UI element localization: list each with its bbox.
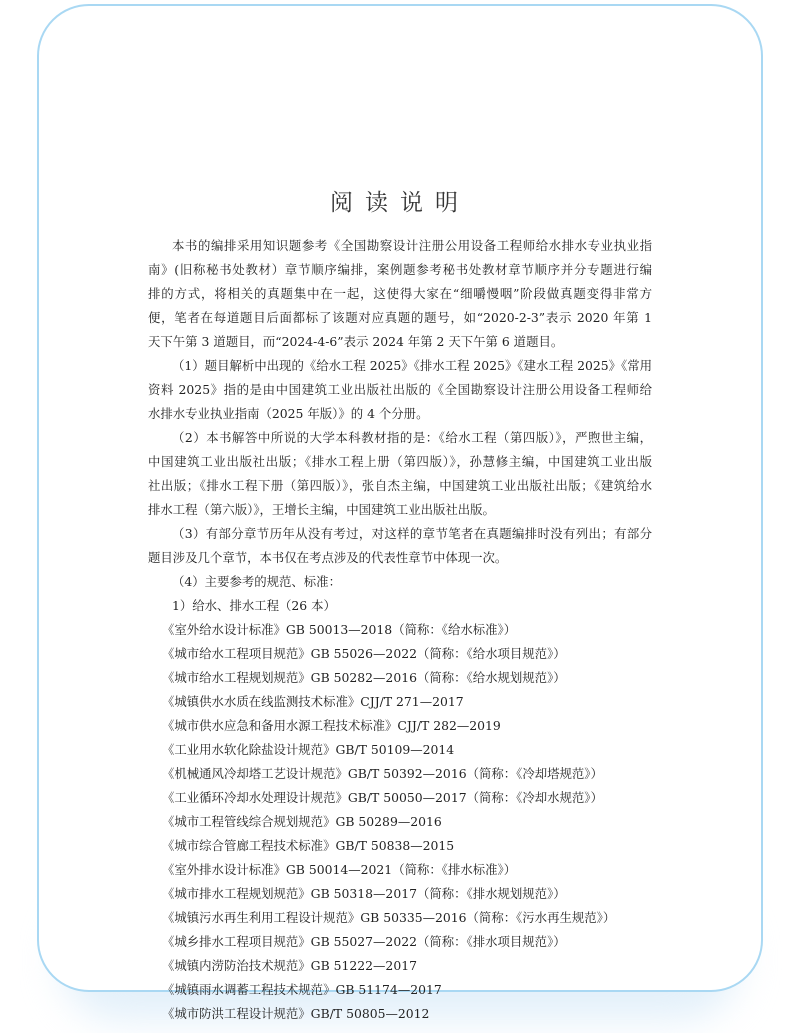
paragraph-line: 排的方式，将相关的真题集中在一起，这使得大家在“细嚼慢咽”阶段做真题变得非常方 bbox=[148, 286, 652, 301]
standard-item: 《工业循环冷却水处理设计规范》GB/T 50050—2017（简称：《冷却水规范》） bbox=[162, 790, 603, 805]
paragraph-line: 便，笔者在每道题目后面都标了该题对应真题的题号，如“2020-2-3”表示 2020 年第 1 bbox=[148, 310, 652, 325]
paragraph-line: 题目涉及几个章节，本书仅在考点涉及的代表性章节中体现一次。 bbox=[148, 550, 508, 565]
standard-item: 《城乡排水工程项目规范》GB 55027—2022（简称：《排水项目规范》） bbox=[162, 934, 566, 949]
paragraph-line: 1）给水、排水工程（26 本） bbox=[172, 598, 336, 613]
standard-item: 《室外给水设计标准》GB 50013—2018（简称：《给水标准》） bbox=[162, 622, 517, 637]
paragraph-line: （2）本书解答中所说的大学本科教材指的是：《给水工程（第四版）》，严煦世主编， bbox=[172, 430, 652, 445]
standard-item: 《城市工程管线综合规划规范》GB 50289—2016 bbox=[162, 814, 442, 829]
document-body bbox=[148, 234, 652, 1026]
standard-item: 《城市给水工程项目规范》GB 55026—2022（简称：《给水项目规范》） bbox=[162, 646, 566, 661]
paragraph-line: （3）有部分章节历年从没有考过，对这样的章节笔者在真题编排时没有列出；有部分 bbox=[172, 526, 652, 541]
paragraph bbox=[148, 570, 652, 594]
standard-item: 《城市排水工程规划规范》GB 50318—2017（简称：《排水规划规范》） bbox=[162, 886, 566, 901]
standard-item: 《城市防洪工程设计规范》GB/T 50805—2012 bbox=[162, 1006, 430, 1021]
paragraph-line: 南》(旧称秘书处教材）章节顺序编排，案例题参考秘书处教材章节顺序并分专题进行编 bbox=[148, 262, 652, 277]
standard-item: 《城镇雨水调蓄工程技术规范》GB 51174—2017 bbox=[162, 982, 442, 997]
paragraph-line: 水排水专业执业指南（2025 年版）》的 4 个分册。 bbox=[148, 406, 429, 421]
paragraph-line: （4）主要参考的规范、标准： bbox=[172, 574, 341, 589]
page-title: 阅读说明 bbox=[330, 190, 470, 216]
standard-item: 《城镇内涝防治技术规范》GB 51222—2017 bbox=[162, 958, 417, 973]
paragraph bbox=[148, 426, 652, 522]
paragraph-line: 排水工程（第六版）》，王增长主编，中国建筑工业出版社出版。 bbox=[148, 502, 495, 517]
standard-item: 《城镇污水再生利用工程设计规范》GB 50335—2016（简称：《污水再生规范》） bbox=[162, 910, 616, 925]
standard-item: 《室外排水设计标准》GB 50014—2021（简称：《排水标准》） bbox=[162, 862, 517, 877]
paragraph-line: 本书的编排采用知识题参考《全国勘察设计注册公用设备工程师给水排水专业执业指 bbox=[172, 238, 652, 253]
standard-item: 《工业用水软化除盐设计规范》GB/T 50109—2014 bbox=[162, 742, 455, 757]
standards-list bbox=[148, 618, 652, 1026]
paragraph bbox=[148, 522, 652, 570]
paragraph bbox=[148, 594, 652, 618]
standard-item: 《城市供水应急和备用水源工程技术标准》CJJ/T 282—2019 bbox=[162, 718, 501, 733]
paragraph bbox=[148, 234, 652, 354]
standard-item: 《机械通风冷却塔工艺设计规范》GB/T 50392—2016（简称：《冷却塔规范》） bbox=[162, 766, 603, 781]
standard-item: 《城市给水工程规划规范》GB 50282—2016（简称：《给水规划规范》） bbox=[162, 670, 566, 685]
paragraph bbox=[148, 354, 652, 426]
paragraph-line: 中国建筑工业出版社出版；《排水工程上册（第四版）》，孙慧修主编，中国建筑工业出版 bbox=[148, 454, 652, 469]
paragraph-line: 社出版；《排水工程下册（第四版）》，张自杰主编，中国建筑工业出版社出版；《建筑给水 bbox=[148, 478, 652, 493]
standard-item: 《城市综合管廊工程技术标准》GB/T 50838—2015 bbox=[162, 838, 455, 853]
standard-item: 《城镇供水水质在线监测技术标准》CJJ/T 271—2017 bbox=[162, 694, 464, 709]
paragraph-line: （1）题目解析中出现的《给水工程 2025》《排水工程 2025》《建水工程 2025》《常用 bbox=[172, 358, 652, 373]
paragraph-line: 资料 2025》指的是由中国建筑工业出版社出版的《全国勘察设计注册公用设备工程师给 bbox=[148, 382, 652, 397]
paragraph-line: 天下午第 3 道题目，而“2024-4-6”表示 2024 年第 2 天下午第 6 道题目。 bbox=[148, 334, 564, 349]
